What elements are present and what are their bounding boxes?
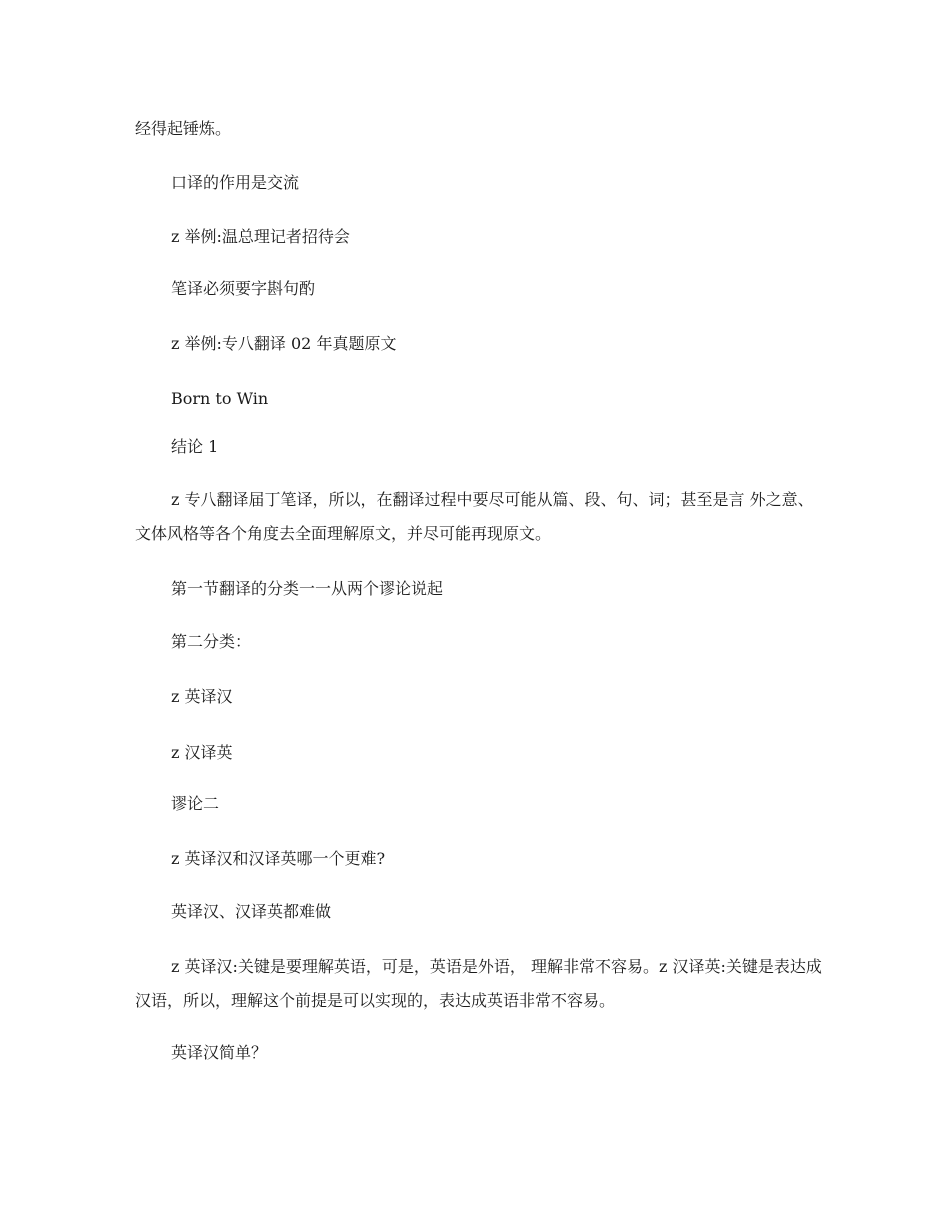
text-line-7: 结论 1 bbox=[171, 437, 219, 456]
text-line-9: 第二分类： bbox=[171, 632, 252, 651]
text-line-6: Born to Win bbox=[171, 389, 269, 408]
text-line-2: 口译的作用是交流 bbox=[171, 173, 300, 192]
text-line-8: 第一节翻译的分类一一从两个谬论说起 bbox=[171, 579, 444, 598]
text-line-10: z 英译汉 bbox=[171, 687, 233, 706]
text-paragraph-1: z 专八翻译届丁笔译，所以，在翻译过程中要尽可能从篇、段、句、词；甚至是言 外之意、文体风格等各个角度去全面理解原文，并尽可能再现原文。 bbox=[135, 490, 814, 543]
text-line-12: 谬论二 bbox=[171, 794, 220, 813]
text-line-4: 笔译必须要字斟句酌 bbox=[171, 279, 316, 298]
text-line-3: z 举例:温总理记者招待会 bbox=[171, 227, 350, 246]
text-line-13: z 英译汉和汉译英哪一个更难? bbox=[171, 849, 386, 868]
text-paragraph-2: z 英译汉:关键是要理解英语，可是，英语是外语， 理解非常不容易。z 汉译英:关键是表达成汉语，所以，理解这个前提是可以实现的，表达成英语非常不容易。 bbox=[135, 957, 822, 1010]
text-line-11: z 汉译英 bbox=[171, 743, 233, 762]
text-line-14: 英译汉、汉译英都难做 bbox=[171, 902, 332, 921]
text-line-15: 英译汉简单？ bbox=[171, 1043, 268, 1062]
text-line-5: z 举例:专八翻译 02 年真题原文 bbox=[171, 334, 397, 353]
text-line-1: 经得起锤炼。 bbox=[135, 119, 232, 138]
